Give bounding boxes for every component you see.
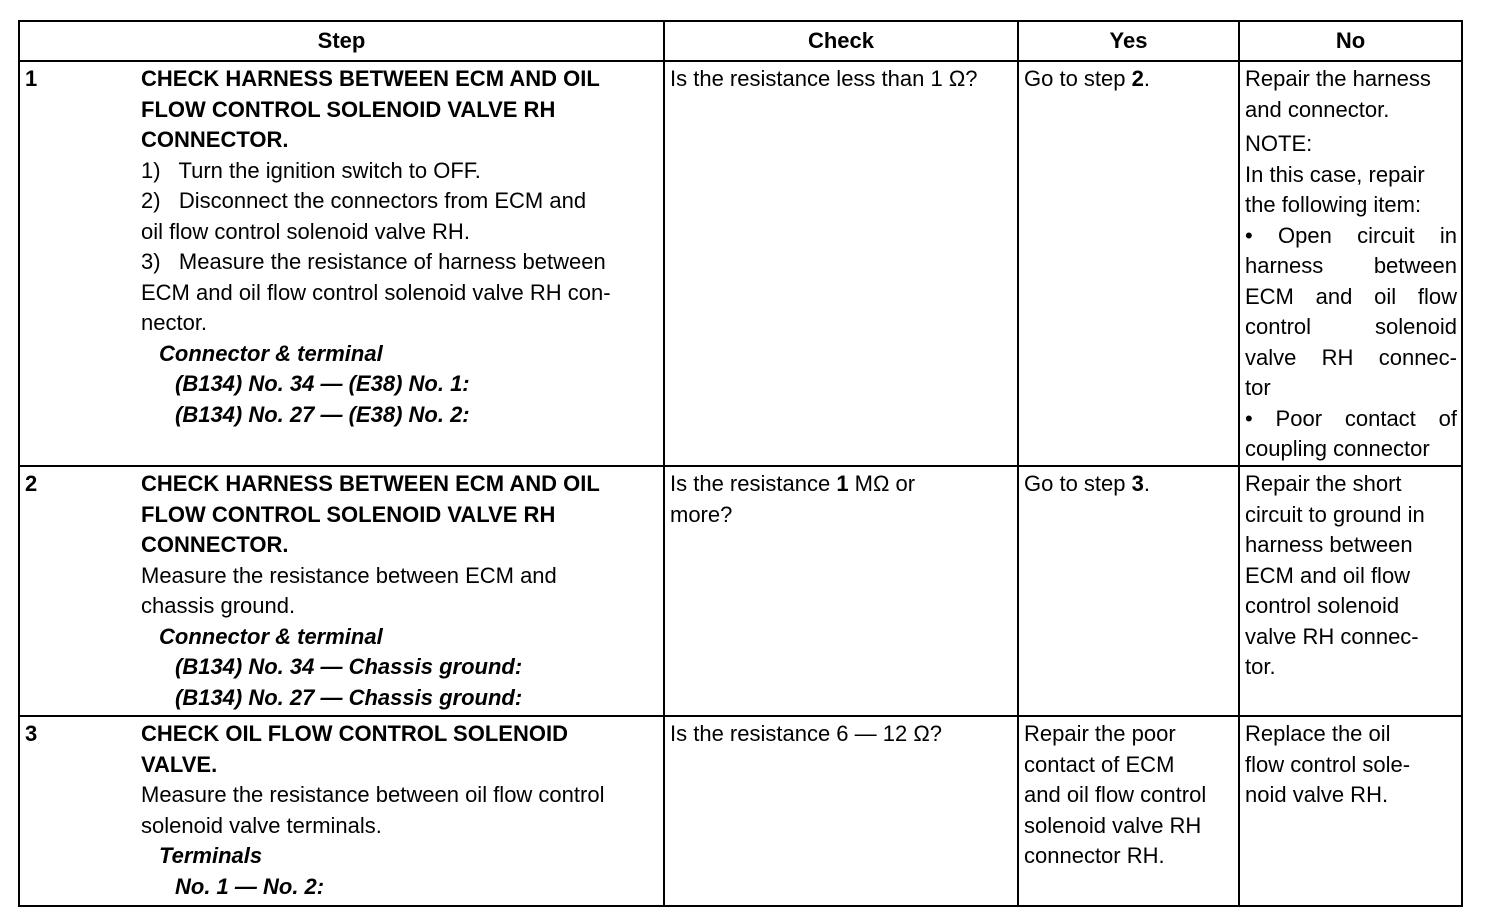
yes-text: Repair the poor bbox=[1024, 721, 1176, 746]
note-text: valve RH connec- bbox=[1245, 344, 1457, 370]
check-value: 1 bbox=[836, 471, 849, 496]
yes-cell bbox=[1018, 61, 1239, 466]
connector-value: (B134) No. 27 — Chassis ground: bbox=[175, 684, 523, 710]
yes-text: Go to step bbox=[1024, 471, 1132, 496]
step-title: CONNECTOR. bbox=[141, 532, 289, 557]
no-text: noid valve RH. bbox=[1245, 782, 1389, 807]
no-text: and connector. bbox=[1245, 96, 1390, 122]
step-number: 1 bbox=[25, 66, 38, 91]
step-title: CHECK HARNESS BETWEEN ECM AND OIL bbox=[141, 471, 600, 496]
no-text: Repair the harness bbox=[1245, 66, 1431, 91]
check-cell bbox=[664, 716, 1018, 906]
no-text: ECM and oil flow bbox=[1245, 562, 1411, 588]
note-text: tor bbox=[1245, 375, 1271, 400]
yes-text: and oil flow control bbox=[1024, 782, 1207, 807]
step-title: CHECK HARNESS BETWEEN ECM AND OIL bbox=[141, 66, 600, 91]
note-text: In this case, repair bbox=[1245, 161, 1425, 187]
step-title: FLOW CONTROL SOLENOID VALVE RH bbox=[141, 96, 556, 122]
header-yes: Yes bbox=[1018, 21, 1239, 61]
table-row bbox=[19, 466, 1462, 716]
no-text: circuit to ground in bbox=[1245, 501, 1425, 527]
step-title: VALVE. bbox=[141, 751, 218, 777]
step-instruction: nector. bbox=[141, 310, 208, 335]
check-text: more? bbox=[670, 501, 733, 527]
step-cell bbox=[19, 61, 664, 466]
step-cell bbox=[19, 466, 664, 716]
step-title: FLOW CONTROL SOLENOID VALVE RH bbox=[141, 501, 556, 527]
terminals-value: No. 1 — No. 2: bbox=[175, 873, 325, 899]
note-text: coupling connector bbox=[1245, 436, 1430, 461]
yes-text: . bbox=[1143, 66, 1150, 91]
no-cell bbox=[1239, 466, 1462, 716]
yes-text: connector RH. bbox=[1024, 843, 1165, 868]
no-cell bbox=[1239, 716, 1462, 906]
table-row bbox=[19, 61, 1462, 466]
check-text: Is the resistance less than 1 Ω? bbox=[670, 66, 978, 91]
yes-step-number: 3 bbox=[1131, 471, 1144, 496]
step-instruction: ECM and oil flow control solenoid valve RH con- bbox=[141, 279, 611, 305]
check-text: Is the resistance bbox=[670, 471, 837, 496]
connector-value: (B134) No. 34 — (E38) No. 1: bbox=[175, 371, 470, 396]
check-text: MΩ or bbox=[848, 471, 916, 496]
step-instruction: Measure the resistance between ECM and bbox=[141, 562, 557, 588]
check-text: Is the resistance 6 — 12 Ω? bbox=[670, 721, 943, 746]
no-text: flow control sole- bbox=[1245, 751, 1411, 777]
yes-text: Go to step bbox=[1024, 66, 1132, 91]
connector-label: Connector & terminal bbox=[159, 340, 383, 366]
header-row bbox=[19, 21, 1462, 61]
note-text: • Open circuit in bbox=[1245, 222, 1457, 248]
no-text: control solenoid bbox=[1245, 593, 1400, 618]
note-text: ECM and oil flow bbox=[1245, 283, 1457, 309]
yes-cell bbox=[1018, 466, 1239, 716]
step-instruction: Measure the resistance between oil flow control bbox=[141, 782, 605, 807]
yes-cell bbox=[1018, 716, 1239, 906]
header-step: Step bbox=[19, 21, 664, 61]
step-instruction: 3) Measure the resistance of harness between bbox=[141, 249, 606, 274]
step-instruction: solenoid valve terminals. bbox=[141, 812, 382, 838]
step-cell bbox=[19, 716, 664, 906]
connector-label: Connector & terminal bbox=[159, 623, 383, 649]
step-instruction: chassis ground. bbox=[141, 593, 296, 618]
header-no: No bbox=[1239, 21, 1462, 61]
note-text: • Poor contact of bbox=[1245, 405, 1457, 431]
note-text: harness between bbox=[1245, 253, 1457, 278]
connector-value: (B134) No. 34 — Chassis ground: bbox=[175, 654, 523, 679]
step-instruction: oil flow control solenoid valve RH. bbox=[141, 218, 470, 244]
no-text: tor. bbox=[1245, 654, 1276, 679]
header-check: Check bbox=[664, 21, 1018, 61]
check-cell bbox=[664, 61, 1018, 466]
yes-text: solenoid valve RH bbox=[1024, 812, 1202, 838]
step-number: 3 bbox=[25, 721, 38, 746]
step-instruction: 1) Turn the ignition switch to OFF. bbox=[141, 157, 481, 183]
no-text: Repair the short bbox=[1245, 471, 1402, 496]
connector-value: (B134) No. 27 — (E38) No. 2: bbox=[175, 401, 470, 427]
no-text: Replace the oil bbox=[1245, 721, 1391, 746]
table-row bbox=[19, 716, 1462, 906]
no-cell bbox=[1239, 61, 1462, 466]
note-text: the following item: bbox=[1245, 192, 1422, 217]
terminals-label: Terminals bbox=[159, 843, 263, 868]
yes-text: contact of ECM bbox=[1024, 751, 1175, 777]
no-text: harness between bbox=[1245, 532, 1413, 557]
yes-step-number: 2 bbox=[1131, 66, 1144, 91]
no-text: valve RH connec- bbox=[1245, 623, 1419, 649]
note-label: NOTE: bbox=[1245, 131, 1313, 156]
yes-text: . bbox=[1143, 471, 1150, 496]
step-title: CHECK OIL FLOW CONTROL SOLENOID bbox=[141, 721, 568, 746]
diagnostic-table bbox=[18, 20, 1463, 907]
note-text: control solenoid bbox=[1245, 314, 1457, 339]
step-title: CONNECTOR. bbox=[141, 127, 289, 152]
step-instruction: 2) Disconnect the connectors from ECM and bbox=[141, 188, 587, 213]
step-number: 2 bbox=[25, 471, 38, 496]
check-cell bbox=[664, 466, 1018, 716]
